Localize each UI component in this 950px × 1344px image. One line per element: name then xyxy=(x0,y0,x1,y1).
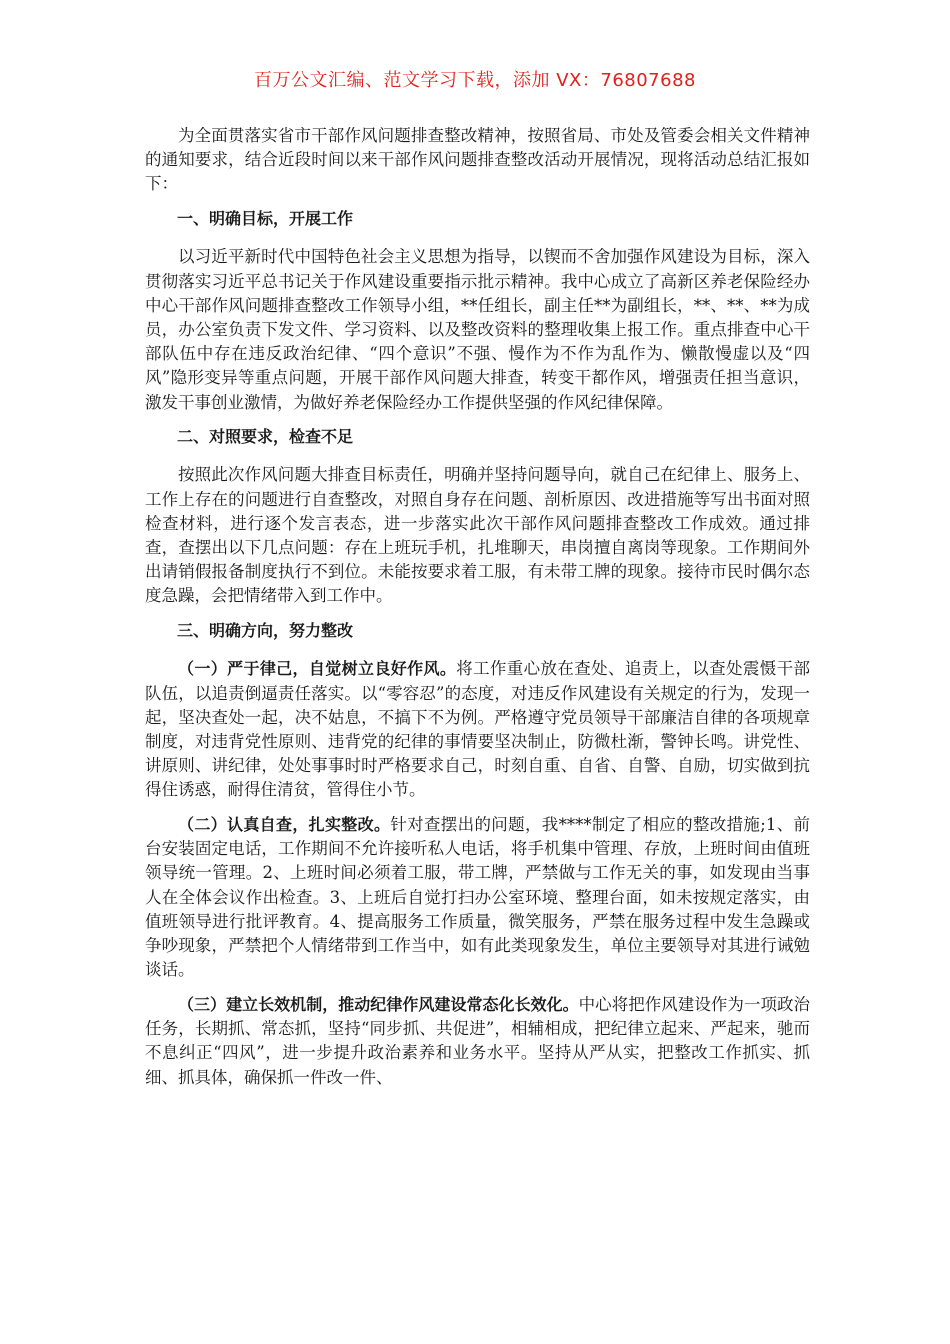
section-3-heading: 三、明确方向，努力整改 xyxy=(177,621,354,641)
item-1-title: （一）严于律己，自觉树立良好作风。 xyxy=(178,659,457,679)
watermark-header: 百万公文汇编、范文学习下载，添加 VX：76807688 xyxy=(254,70,696,91)
section-2-paragraph: 按照此次作风问题大排查目标责任，明确并坚持问题导向，就自己在纪律上、服务上、工作上存在的问题进行自查整改，对照自身存在问题、剖析原因、改进措施等写出书面对照检查材料，进行逐个发言表态，进一步落实此次干部作风问题排查整改工作成效。通过排查，查摆出以下几点问题：存在上班玩手机，扎堆聊天，串岗擅自离岗等现象。工作期间外出请销假报备制度执行不到位。未能按要求着工服，有未带工牌的现象。接待市民时偶尔态度急躁，会把情绪带入到工作中。 xyxy=(145,465,810,606)
section-3-item-3 xyxy=(145,993,810,1090)
section-3-item-1 xyxy=(145,657,810,802)
item-3-text: 中心将把作风建设作为一项政治任务，长期抓、常态抓，坚持“同步抓、共促进”，相辅相成，把纪律立起来、严起来，驰而不息纠正“四风”，进一步提升政治素养和业务水平。坚持从严从实，把整改工作抓实、抓细、抓具体，确保抓一件改一件、 xyxy=(145,995,810,1087)
section-2-heading: 二、对照要求，检查不足 xyxy=(177,427,354,447)
intro-paragraph: 为全面贯落实省市干部作风问题排查整改精神，按照省局、市处及管委会相关文件精神的通知要求，结合近段时间以来干部作风问题排查整改活动开展情况，现将活动总结汇报如下： xyxy=(145,126,810,194)
item-3-title: （三）建立长效机制，推动纪律作风建设常态化长效化。 xyxy=(178,995,579,1014)
item-2-text: 针对查摆出的问题，我****制定了相应的整改措施;1、前台安装固定电话，工作期间不允许接听私人电话，将手机集中管理、存放，上班时间由值班领导统一管理。2、上班时间必须着工服，带工牌，严禁做与工作无关的事，如发现由当事人在全体会议作出检查。3、上班后自觉打扫办公室环境、整理台面，如未按规定落实，由值班领导进行批评教育。4、提高服务工作质量，微笑服务，严禁在服务过程中发生急躁或争吵现象，严禁把个人情绪带到工作当中，如有此类现象发生，单位主要领导对其进行诫勉谈话。 xyxy=(145,815,810,980)
item-2-title: （二）认真自查，扎实整改。 xyxy=(178,815,391,835)
section-1-paragraph: 以习近平新时代中国特色社会主义思想为指导，以锲而不舍加强作风建设为目标，深入贯彻落实习近平总书记关于作风建设重要指示批示精神。我中心成立了高新区养老保险经办中心干部作风问题排查整改工作领导小组，**任组长，副主任**为副组长，**、**、**为成员，办公室负责下发文件、学习资料、以及整改资料的整理收集上报工作。重点排查中心干部队伍中存在违反政治纪律、“四个意识”不强、慢作为不作为乱作为、懒散慢虚以及“四风”隐形变异等重点问题，开展干部作风问题大排查，转变干都作风，增强责任担当意识，激发干事创业激情，为做好养老保险经办工作提供坚强的作风纪律保障。 xyxy=(145,247,810,412)
section-3-item-2 xyxy=(145,813,810,982)
item-1-text: 将工作重心放在查处、追责上，以查处震慑干部队伍，以追责倒逼责任落实。以“零容忍”的态度，对违反作风建设有关规定的行为，发现一起，坚决查处一起，决不姑息，不搞下不为例。严格遵守党员领导干部廉洁自律的各项规章制度，对违背党性原则、违背党的纪律的事情要坚决制止，防微杜渐，警钟长鸣。讲党性、讲原则、讲纪律，处处事事时时严格要求自己，时刻自重、自省、自警、自励，切实做到抗得住诱惑，耐得住清贫，管得住小节。 xyxy=(145,659,810,800)
section-1-heading: 一、明确目标，开展工作 xyxy=(177,209,354,229)
document-body xyxy=(145,124,810,1100)
